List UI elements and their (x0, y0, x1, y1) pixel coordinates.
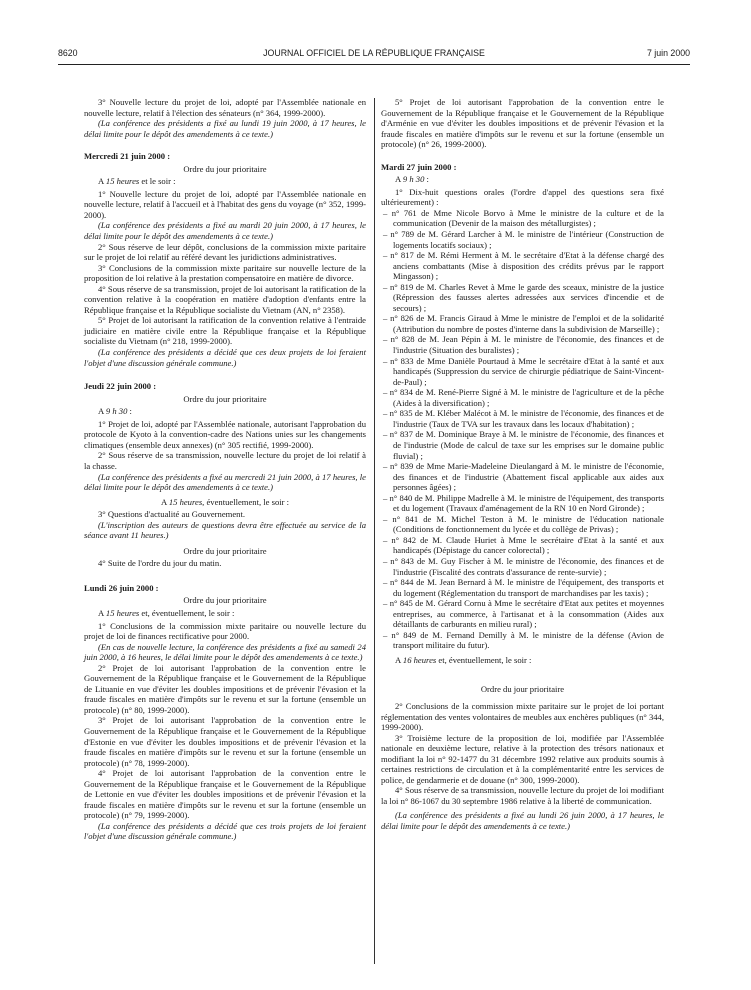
order-heading: Ordre du jour prioritaire (183, 595, 267, 606)
page-number: 8620 (58, 48, 78, 58)
session-time: A 9 h 30 : (98, 406, 132, 417)
session-time: A 15 heures et le soir : (98, 176, 176, 187)
session-time: A 15 heures, éventuellement, le soir : (160, 496, 290, 507)
journal-title: JOURNAL OFFICIEL DE LA RÉPUBLIQUE FRANÇAISE (263, 48, 485, 58)
agenda-item: 2° Conclusions de la commission mixte paritaire sur le projet de loi portant réglementation des ventes volontaires de meubles aux enchères publiques (n° 344, 1999-2000). (381, 700, 664, 733)
agenda-item: 2° Sous réserve de sa transmission, nouvelle lecture du projet de loi relatif à la chasse. (84, 450, 366, 471)
list-item: – n° 842 de M. Claude Huriet à Mme le secrétaire d'Etat à la santé et aux handicapés (Dépistage du cancer colorectal) ; (383, 534, 664, 556)
agenda-item: 4° Suite de l'ordre du jour du matin. (98, 558, 222, 569)
agenda-item: 5° Projet de loi autorisant l'approbation de la convention entre le Gouvernement de la République française et le Gouvernement de la République d'Arménie en vue d'éviter les doubles impositions et de prévenir l'évasion et la fraude fiscales en matière d'impôts sur le revenu et sur la fortune (ensemble un protocole) (n° 26, 1999-2000). (381, 97, 664, 150)
list-item: – n° 835 de M. Kléber Malécot à M. le ministre de l'économie, des finances et de l'industrie (Taux de TVA sur les travaux dans les locaux d'habitation) ; (383, 408, 664, 429)
agenda-item: 1° Conclusions de la commission mixte paritaire ou nouvelle lecture du projet de loi de finances rectificative pour 2000. (84, 620, 366, 642)
agenda-item: 1° Dix-huit questions orales (l'ordre d'appel des questions sera fixé ultérieurement) : (381, 186, 664, 208)
agenda-item: 1° Projet de loi, adopté par l'Assemblée nationale, autorisant l'approbation du protocole de Kyoto à la convention-cadre des Nations unies sur les changements climatiques (ensemble deux annexes) (n° 305 rectifié, 1999-2000). (84, 418, 366, 450)
agenda-note: (La conférence des présidents a décidé que ces trois projets de loi feraient l'objet d'une discussion générale commune.) (84, 820, 366, 842)
day-heading-thursday: Jeudi 22 juin 2000 : (84, 381, 157, 392)
session-time: A 9 h 30 : (395, 174, 429, 185)
list-item: – n° 819 de M. Charles Revet à Mme le garde des sceaux, ministre de la justice (Répression des fausses alertes adressées aux services d'incendie et de secours) ; (383, 281, 664, 313)
agenda-item: 2° Sous réserve de leur dépôt, conclusions de la commission mixte paritaire sur le projet de loi relatif au référé devant les juridictions administratives. (84, 241, 366, 263)
list-item: – n° 789 de M. Gérard Larcher à M. le ministre de l'intérieur (Construction de logements locatifs sociaux) ; (383, 229, 664, 250)
list-item: – n° 826 de M. Francis Giraud à Mme le ministre de l'emploi et de la solidarité (Attribution du nombre de postes d'interne dans la subdivision de Marseille) ; (383, 313, 664, 334)
day-heading-monday: Lundi 26 juin 2000 : (84, 582, 159, 593)
list-item: – n° 817 de M. Rémi Herment à M. le secrétaire d'Etat à la défense chargé des anciens combattants (Mise à disposition des crédits prévus par le rapport Mingasson) ; (383, 250, 664, 282)
list-item: – n° 840 de M. Philippe Madrelle à M. le ministre de l'équipement, des transports et du logement (Travaux d'aménagement de la RN 10 en Nord Gironde) ; (383, 492, 664, 514)
order-heading: Ordre du jour prioritaire (183, 163, 267, 174)
agenda-note: (La conférence des présidents a fixé au mardi 20 juin 2000, à 17 heures, le délai limite pour le dépôt des amendements à ce texte.) (84, 220, 366, 242)
day-heading-tuesday: Mardi 27 juin 2000 : (381, 161, 457, 172)
agenda-item: 3° Troisième lecture de la proposition de loi, modifiée par l'Assemblée nationale en deuxième lecture, relative à la protection des trésors nationaux et modifiant la loi n° 92-1477 du 31 décembre 1992 relative aux produits soumis à certaines restrictions de circulation et à la complémentarité entre les services de police, de gendarmerie et de douane (n° 300, 1999-2000). (381, 732, 664, 785)
left-column (84, 97, 366, 842)
agenda-note: (L'inscription des auteurs de questions devra être effectuée au service de la séance avant 11 heures.) (84, 519, 366, 541)
spacer (381, 667, 664, 676)
list-item: – n° 839 de Mme Marie-Madeleine Dieulangard à M. le ministre de l'économie, des finances et de l'industrie (Abattement fiscal applicable aux aides aux personnes âgées) ; (383, 461, 664, 493)
right-column (381, 97, 664, 832)
order-heading: Ordre du jour prioritaire (480, 684, 565, 695)
agenda-note: (La conférence des présidents a fixé au mercredi 21 juin 2000, à 17 heures, le délai limite pour le dépôt des amendements à ce texte.) (84, 471, 366, 493)
list-item: – n° 843 de M. Guy Fischer à M. le ministre de l'économie, des finances et de l'industrie (Fiscalité des contrats d'assurance de rente-survie) ; (383, 555, 664, 577)
list-item: – n° 844 de M. Jean Bernard à M. le ministre de l'équipement, des transports et du logement (Réglementation du transport de marchandises par les taxis) ; (383, 577, 664, 598)
agenda-item: 3° Questions d'actualité au Gouvernement. (98, 509, 245, 520)
day-heading-wednesday: Mercredi 21 juin 2000 : (84, 151, 171, 162)
agenda-item: 4° Sous réserve de sa transmission, projet de loi autorisant la ratification de la convention relative à la coopération en matière d'adoption d'enfants entre la République française et la République socialiste du Vietnam (AN, n° 2358). (84, 283, 366, 315)
agenda-item: 3° Nouvelle lecture du projet de loi, adopté par l'Assemblée nationale en nouvelle lecture, relatif à l'élection des sénateurs (n° 364, 1999-2000). (84, 97, 366, 118)
oral-questions-list (381, 208, 664, 651)
list-item: – n° 761 de Mme Nicole Borvo à Mme le ministre de la culture et de la communication (Devenir de la maison des métallurgistes) ; (383, 207, 664, 229)
list-item: – n° 828 de M. Jean Pépin à M. le ministre de l'économie, des finances et de l'industrie (Situation des buralistes) ; (383, 334, 664, 356)
order-heading: Ordre du jour prioritaire (183, 545, 267, 556)
agenda-item: 4° Sous réserve de sa transmission, nouvelle lecture du projet de loi modifiant la loi n° 86-1067 du 30 septembre 1986 relative à la liberté de communication. (381, 785, 664, 806)
session-time: A 16 heures et, éventuellement, le soir : (395, 654, 532, 665)
agenda-item: 3° Projet de loi autorisant l'approbation de la convention entre le Gouvernement de la République française et le Gouvernement de la République d'Estonie en vue d'éviter les doubles impositions et de prévenir l'évasion et la fraude fiscales en matière d'impôts sur le revenu et sur la fortune (ensemble un protocole) (n° 78, 1999-2000). (84, 715, 366, 768)
list-item: – n° 837 de M. Dominique Braye à M. le ministre de l'économie, des finances et de l'industrie (Mode de calcul de taxe sur les emprises sur le domaine public fluvial) ; (383, 429, 664, 461)
agenda-item: 4° Projet de loi autorisant l'approbation de la convention entre le Gouvernement de la République française et le Gouvernement de la République de Lettonie en vue d'éviter les doubles impositions et de prévenir l'évasion et la fraude fiscales en matière d'impôts sur le revenu et sur la fortune (ensemble un protocole) (n° 79, 1999-2000). (84, 768, 366, 821)
agenda-note: (En cas de nouvelle lecture, la conférence des présidents a fixé au samedi 24 juin 2000, à 16 heures, le délai limite pour le dépôt des amendements à ce texte.) (84, 641, 366, 663)
agenda-item: 2° Projet de loi autorisant l'approbation de la convention entre le Gouvernement de la République française et le Gouvernement de la République de Lituanie en vue d'éviter les doubles impositions et de prévenir l'évasion et la fraude fiscales en matière d'impôts sur le revenu et sur la fortune (ensemble un protocole) (n° 80, 1999-2000). (84, 662, 366, 715)
issue-date: 7 juin 2000 (646, 48, 690, 58)
agenda-item: 1° Nouvelle lecture du projet de loi, adopté par l'Assemblée nationale en nouvelle lecture, relatif à l'accueil et à l'habitat des gens du voyage (n° 352, 1999-2000). (84, 188, 366, 220)
list-item: – n° 841 de M. Michel Teston à M. le ministre de l'éducation nationale (Conditions de fonctionnement du lycée et du collège de Privas) ; (383, 513, 664, 535)
list-item: – n° 834 de M. René-Pierre Signé à M. le ministre de l'agriculture et de la pêche (Aides à la diversification) ; (383, 387, 664, 408)
agenda-note: (La conférence des présidents a fixé au lundi 19 juin 2000, à 17 heures, le délai limite pour le dépôt des amendements à ce texte.) (84, 118, 366, 139)
list-item: – n° 845 de M. Gérard Cornu à Mme le secrétaire d'Etat aux petites et moyennes entreprises, au commerce, à l'artisanat et à la consommation (Aides aux détaillants de carburants en milieu rural) ; (383, 598, 664, 630)
list-item: – n° 833 de Mme Danièle Pourtaud à Mme le secrétaire d'Etat à la santé et aux handicapés (Suppression du service de chirurgie pédiatrique de Saint-Vincent-de-Paul) ; (383, 355, 664, 387)
header-rule (58, 64, 690, 65)
page-header (58, 47, 690, 59)
agenda-item: 3° Conclusions de la commission mixte paritaire sur nouvelle lecture de la proposition de loi relative à la prestation compensatoire en matière de divorce. (84, 262, 366, 284)
order-heading: Ordre du jour prioritaire (183, 393, 267, 404)
agenda-note: (La conférence des présidents a fixé au lundi 26 juin 2000, à 17 heures, le délai limite pour le dépôt des amendements à ce texte.) (381, 810, 664, 831)
list-item: – n° 849 de M. Fernand Demilly à M. le ministre de la défense (Avion de transport militaire du futur). (383, 629, 664, 651)
agenda-note: (La conférence des présidents a décidé que ces deux projets de loi feraient l'objet d'une discussion générale commune.) (84, 347, 366, 368)
agenda-item: 5° Projet de loi autorisant la ratification de la convention relative à l'entraide judiciaire en matière civile entre la République française et la République socialiste du Vietnam (n° 218, 1999-2000). (84, 315, 366, 347)
column-divider (374, 98, 375, 964)
session-time: A 15 heures et, éventuellement, le soir : (98, 607, 235, 618)
